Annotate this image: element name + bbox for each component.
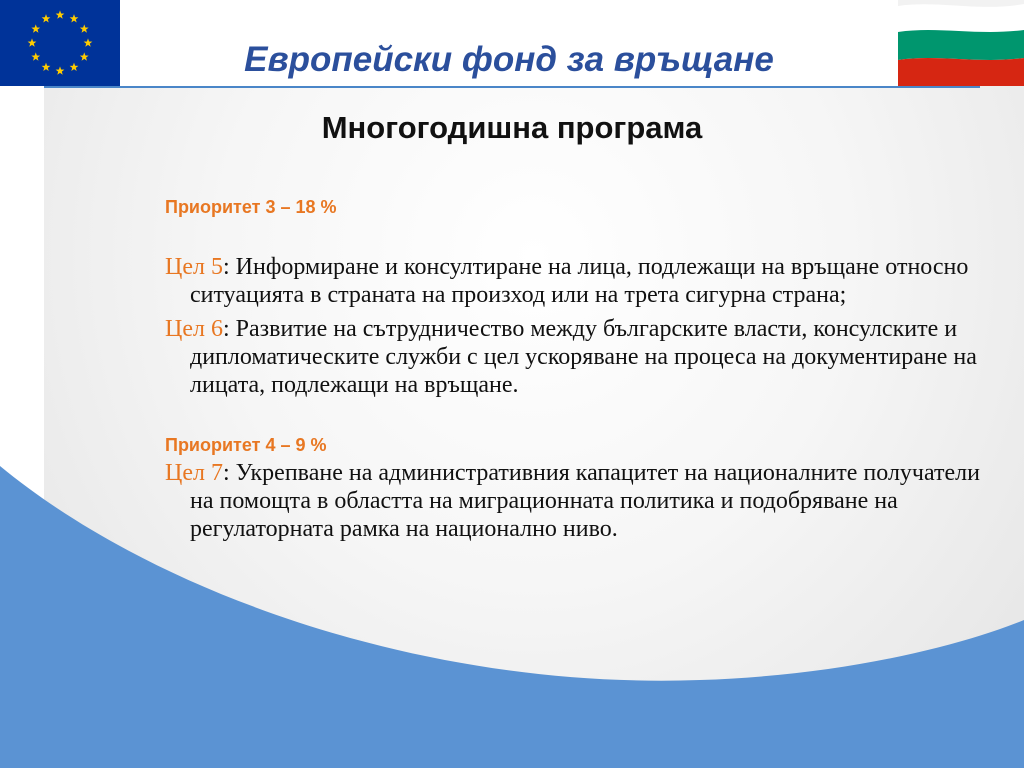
bulgarian-flag-icon xyxy=(898,0,1024,86)
priority-4-heading: Приоритет 4 – 9 % xyxy=(165,435,327,455)
goal-6-text: Развитие на сътрудничество между българските власти, консулските и дипломатическите служби с цел ускоряване на процеса на документиране на лицата, подлежащи на връщане. xyxy=(190,316,977,398)
goal-7-label: Цел 7 xyxy=(165,460,223,486)
goal-6-item xyxy=(165,315,985,399)
goal-7-item xyxy=(165,459,985,543)
slide-body xyxy=(165,195,985,543)
goal-6-label: Цел 6 xyxy=(165,316,223,342)
goal-7-text: Укрепване на административния капацитет на националните получатели на помощта в областта на миграционната политика и подобряване на регулаторната рамка на национално ниво. xyxy=(190,460,980,542)
eu-flag-icon xyxy=(0,0,120,86)
goal-5-separator: : xyxy=(222,254,230,280)
priority-3-heading: Приоритет 3 – 18 % xyxy=(165,197,337,217)
goal-5-item xyxy=(165,253,985,309)
slide-title: Европейски фонд за връщане xyxy=(244,40,774,79)
goal-5-label: Цел 5 xyxy=(165,254,223,280)
header-divider xyxy=(44,86,980,88)
goal-7-separator: : xyxy=(222,460,230,486)
slide-subtitle: Многогодишна програма xyxy=(321,110,703,145)
goal-6-separator: : xyxy=(222,316,230,342)
goal-5-text: Информиране и консултиране на лица, подлежащи на връщане относно ситуацията в страната на произход или на трета сигурна страна; xyxy=(190,254,969,308)
